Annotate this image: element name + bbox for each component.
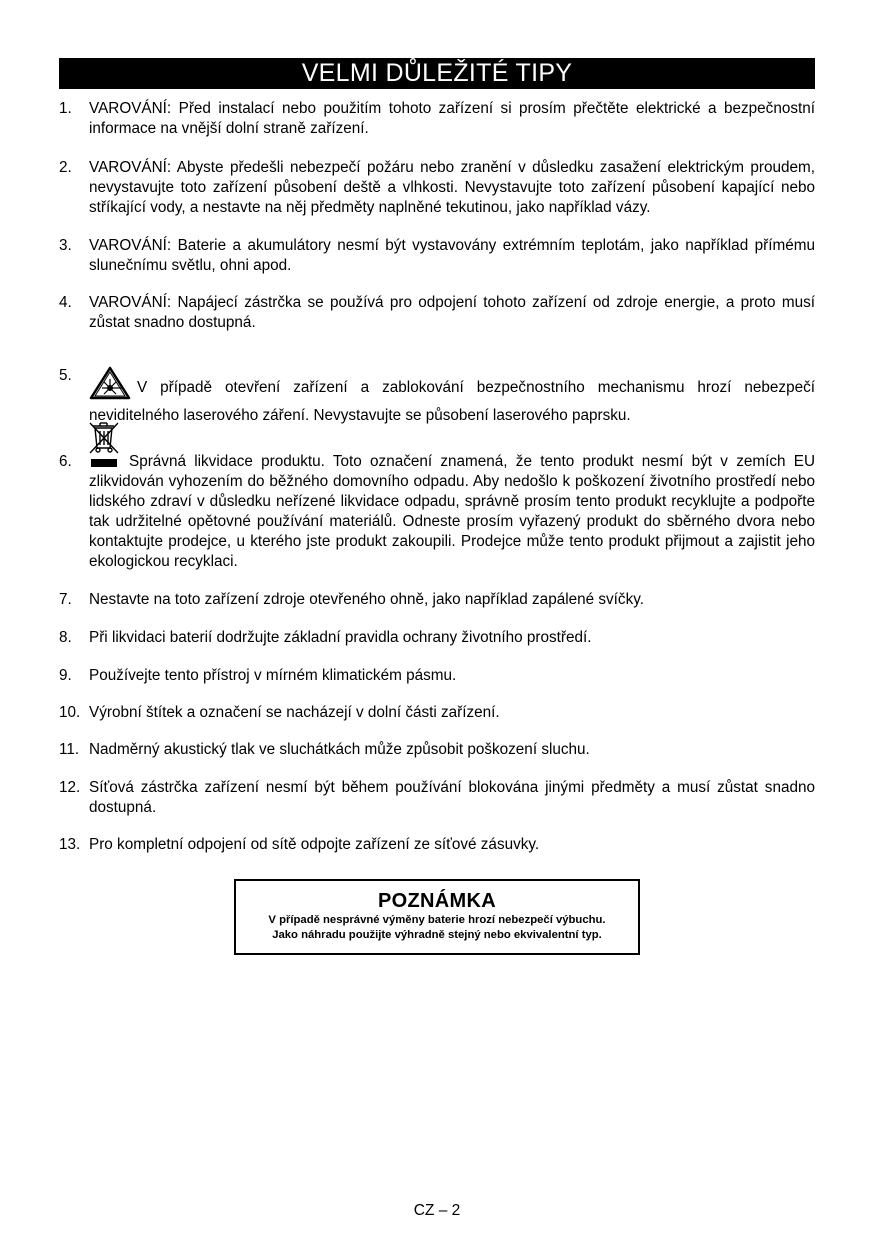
laser-warning-icon	[89, 366, 131, 406]
list-item	[59, 666, 815, 686]
note-title: POZNÁMKA	[378, 890, 496, 912]
item-number: 10.	[59, 704, 81, 721]
list-item	[59, 628, 815, 648]
item-number: 1.	[59, 100, 72, 117]
item-number: 11.	[59, 741, 80, 758]
note-box	[234, 879, 640, 955]
item-text: V případě otevření zařízení a zablokování bezpečnostního mechanismu hrozí nebezpečí neviditelného laserového záření. Nevystavujte se působení laserového paprsku.	[89, 379, 815, 424]
item-number: 3.	[59, 237, 72, 254]
note-line: V případě nesprávné výměny baterie hrozí nebezpečí výbuchu.	[268, 914, 606, 926]
note-line: Jako náhradu použijte výhradně stejný nebo ekvivalentní typ.	[272, 929, 602, 941]
list-item	[59, 703, 815, 723]
item-text: VAROVÁNÍ: Baterie a akumulátory nesmí být vystavovány extrémním teplotám, jako například přímému slunečnímu světlu, ohni apod.	[89, 237, 815, 274]
item-number: 13.	[59, 836, 81, 853]
page-number: CZ – 2	[413, 1202, 461, 1219]
page-title: VELMI DŮLEŽITÉ TIPY	[59, 58, 815, 89]
list-item	[59, 293, 815, 333]
list-item	[59, 835, 815, 855]
item-number: 12.	[59, 779, 81, 796]
item-text: VAROVÁNÍ: Napájecí zástrčka se používá pro odpojení tohoto zařízení od zdroje energie, a proto musí zůstat snadno dostupná.	[89, 294, 815, 331]
item-number: 5.	[59, 367, 72, 384]
item-number: 4.	[59, 294, 72, 311]
list-item	[59, 158, 815, 218]
item-text: VAROVÁNÍ: Před instalací nebo použitím tohoto zařízení si prosím přečtěte elektrické a bezpečnostní informace na vnější dolní straně zařízení.	[89, 100, 815, 137]
list-item	[59, 778, 815, 818]
item-text: Výrobní štítek a označení se nacházejí v dolní části zařízení.	[89, 704, 500, 721]
item-number: 8.	[59, 629, 72, 646]
item-number: 9.	[59, 667, 72, 684]
list-item	[59, 99, 815, 139]
item-text: Pro kompletní odpojení od sítě odpojte zařízení ze síťové zásuvky.	[89, 836, 540, 853]
weee-bin-icon	[87, 421, 121, 475]
item-text: Nadměrný akustický tlak ve sluchátkách může způsobit poškození sluchu.	[89, 741, 590, 758]
item-text: Síťová zástrčka zařízení nesmí být během používání blokována jinými předměty a musí zůstat snadno dostupná.	[89, 779, 815, 816]
item-text: Při likvidaci baterií dodržujte základní pravidla ochrany životního prostředí.	[89, 629, 592, 646]
item-text: Nestavte na toto zařízení zdroje otevřeného ohně, jako například zapálené svíčky.	[89, 591, 644, 608]
item-text: Správná likvidace produktu. Toto označení znamená, že tento produkt nesmí být v zemích EU zlikvidován vyhozením do běžného domovního odpadu. Aby nedošlo k poškození životního prostředí nebo lidského zdraví v důsledku neřízené likvidace odpadu, správně prosím tento produkt recyklujte a podpořte tak udržitelné opětovné používání materiálů. Odneste prosím vyřazený produkt do sběrného dvora nebo kontaktujte prodejce, u kterého jste produkt zakoupili. Prodejce může tento produkt přijmout a zajistit jeho ekologickou recyklaci.	[89, 453, 815, 570]
list-item	[59, 366, 815, 426]
item-text: VAROVÁNÍ: Abyste předešli nebezpečí požáru nebo zranění v důsledku zasažení elektrickým proudem, nevystavujte toto zařízení působení deště a vlhkosti. Nevystavujte toto zařízení působení kapající nebo stříkající vody, a nestavte na něj předměty naplněné tekutinou, jako například vázy.	[89, 159, 815, 216]
item-number: 6.	[59, 453, 72, 470]
list-item	[59, 740, 815, 760]
item-number: 2.	[59, 159, 72, 176]
list-item	[59, 452, 815, 572]
list-item	[59, 590, 815, 610]
item-text: Používejte tento přístroj v mírném klimatickém pásmu.	[89, 667, 457, 684]
list-item	[59, 236, 815, 276]
item-number: 7.	[59, 591, 72, 608]
